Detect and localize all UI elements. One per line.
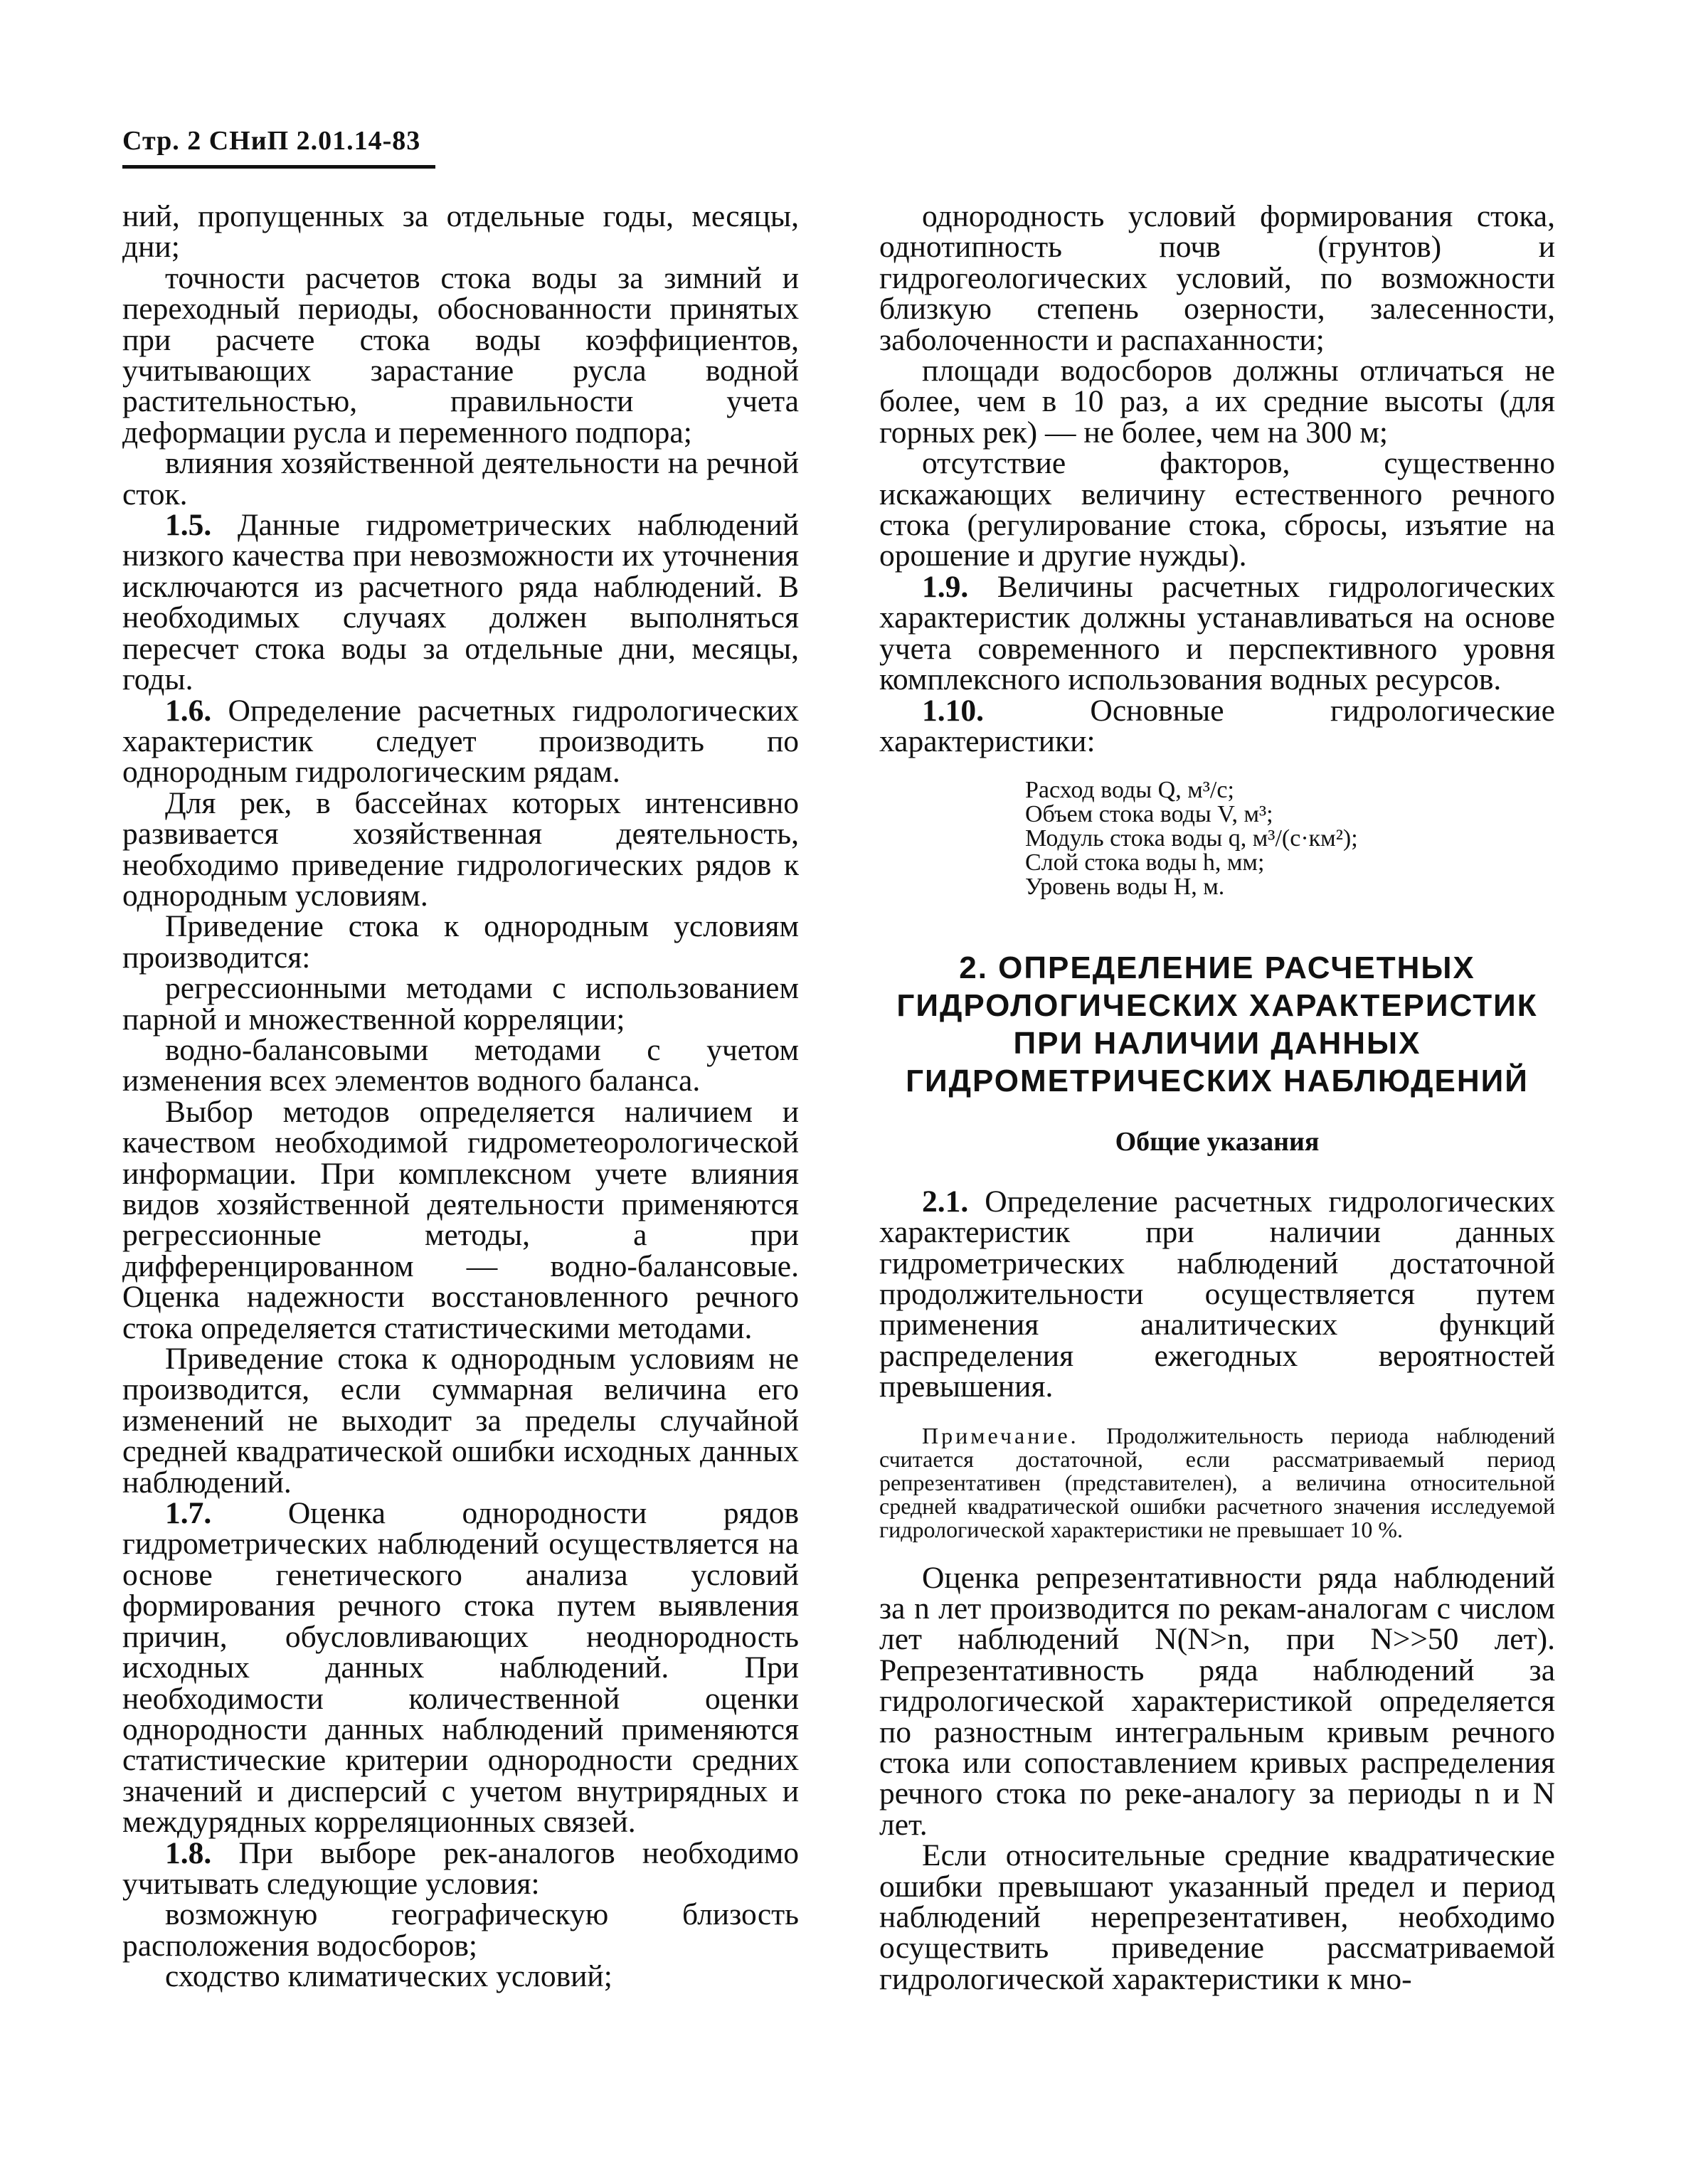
clause-number: 1.8. xyxy=(165,1835,212,1870)
paragraph: отсутствие факторов, существенно искажающих величину естественного речного стока (регулирование стока, сбросы, изъятие на орошение и другие нужды). xyxy=(879,446,1555,573)
unit-item: Объем стока воды V, м³; xyxy=(1025,801,1273,828)
paragraph: возможную географическую близость расположения водосборов; xyxy=(122,1897,799,1963)
paragraph: Если относительные средние квадратические ошибки превышают указанный предел и период наблюдений нерепрезентативен, необходимо осуществить приведение рассматриваемой гидрологической характеристики к мно- xyxy=(879,1838,1555,1996)
paragraph: ний, пропущенных за отдельные годы, месяцы, дни; xyxy=(122,199,799,265)
section-title xyxy=(879,949,1555,1100)
section-title-line: 2. ОПРЕДЕЛЕНИЕ РАСЧЕТНЫХ xyxy=(959,950,1475,986)
unit-item: Уровень воды H, м. xyxy=(1025,874,1225,901)
paragraph: Приведение стока к однородным условиям производится: xyxy=(122,909,799,975)
paragraph-1-5: 1.5. Данные гидрометрических наблюдений низкого качества при невозможности их уточнения исключаются из расчетного ряда наблюдений. В необходимых случаях должен выполняться пересчет стока воды за отдельные дни, месяцы, годы. xyxy=(122,508,799,697)
note xyxy=(879,1424,1555,1542)
paragraph-1-7: 1.7. Оценка однородности рядов гидрометрических наблюдений осуществляется на основе генетического анализа условий формирования речного стока путем выявления причин, обусловливающих неоднородность исходных данных наблюдений. При необходимости количественной оценки однородности данных наблюдений применяются статистические критерии однородности средних значений и дисперсий с учетом внутрирядных и междурядных корреляционных связей. xyxy=(122,1496,800,1840)
paragraph: однородность условий формирования стока, однотипность почв (грунтов) и гидрогеологических условий, по возможности близкую степень озерности, залесенности, заболоченности и распаханности; xyxy=(879,199,1555,357)
paragraph: площади водосборов должны отличаться не более, чем в 10 раз, а их средние высоты (для горных рек) — не более, чем на 300 м; xyxy=(879,354,1555,450)
paragraph-1-8: 1.8. При выборе рек-аналогов необходимо учитывать следующие условия: xyxy=(122,1835,800,1901)
section-title-line: ГИДРОМЕТРИЧЕСКИХ НАБЛЮДЕНИЙ xyxy=(906,1064,1529,1099)
paragraph: влияния хозяйственной деятельности на речной сток. xyxy=(122,446,799,511)
page-header: Стр. 2 СНиП 2.01.14-83 xyxy=(122,126,421,156)
paragraph-1-9: 1.9. Величины расчетных гидрологических характеристик должны устанавливаться на основе учета современного и перспективного уровня комплексного использования водных ресурсов. xyxy=(879,569,1556,697)
paragraph-2-1: 2.1. Определение расчетных гидрологических характеристик при наличии данных гидрометрических наблюдений достаточной продолжительности осуществляется путем применения аналитических функций распределения ежегодных вероятностей превышения. xyxy=(879,1184,1555,1404)
paragraph-1-6: 1.6. Определение расчетных гидрологических характеристик следует производить по однородным гидрологическим рядам. xyxy=(122,693,799,790)
units-list xyxy=(1025,778,1555,899)
clause-number: 1.6. xyxy=(165,693,212,728)
unit-item: Расход воды Q, м³/с; xyxy=(1025,777,1234,804)
note-label: Примечание. xyxy=(922,1422,1079,1448)
section-title-line: ПРИ НАЛИЧИИ ДАННЫХ xyxy=(1013,1026,1421,1061)
clause-number: 1.7. xyxy=(165,1496,212,1531)
unit-item: Модуль стока воды q, м³/(с·км²); xyxy=(1025,825,1358,852)
paragraph: Оценка репрезентативности ряда наблюдений за n лет производится по рекам-аналогам с числом лет наблюдений N(N>n, при N>>50 лет). Репрезентативность ряда наблюдений за гидрологической характеристикой определяется по разностным интегральным кривым речного стока или сопоставлением кривых распределения речного стока по реке-аналогу за периоды n и N лет. xyxy=(879,1560,1555,1842)
clause-number: 1.5. xyxy=(165,508,212,543)
paragraph: сходство климатических условий; xyxy=(165,1959,613,1994)
paragraph: водно-балансовыми методами с учетом изменения всех элементов водного баланса. xyxy=(122,1032,799,1098)
unit-item: Слой стока воды h, мм; xyxy=(1025,849,1265,876)
clause-number: 2.1. xyxy=(922,1184,969,1219)
paragraph: Для рек, в бассейнах которых интенсивно развивается хозяйственная деятельность, необходимо приведение гидрологических рядов к однородным условиям. xyxy=(122,785,799,913)
clause-number: 1.10. xyxy=(922,693,984,728)
left-column xyxy=(122,201,799,1993)
section-title-line: ГИДРОЛОГИЧЕСКИХ ХАРАКТЕРИСТИК xyxy=(896,988,1538,1024)
paragraph: Выбор методов определяется наличием и качеством необходимой гидрометеорологической информации. При комплексном учете влияния видов хозяйственной деятельности применяются регрессионные методы, а при дифференцированном — водно-балансовые. Оценка надежности восстановленного речного стока определяется статистическими методами. xyxy=(122,1094,799,1345)
header-rule xyxy=(122,165,435,169)
paragraph-1-10: 1.10. Основные гидрологические характеристики: xyxy=(879,693,1555,758)
note-text: Продолжительность периода наблюдений считается достаточной, если рассматриваемый период репрезентативен (представителен), а величина относительной средней квадратической ошибки расчетного значения исследуемой гидрологической характеристики не превышает 10 %. xyxy=(879,1422,1556,1542)
clause-number: 1.9. xyxy=(922,569,969,604)
subsection-title: Общие указания xyxy=(1115,1127,1320,1157)
right-column xyxy=(879,201,1555,1995)
paragraph: Приведение стока к однородным условиям не производится, если суммарная величина его изменений не выходит за пределы случайной средней квадратической ошибки исходных данных наблюдений. xyxy=(122,1342,799,1500)
paragraph: регрессионными методами с использованием парной и множественной корреляции; xyxy=(122,971,799,1037)
paragraph: точности расчетов стока воды за зимний и переходный периоды, обоснованности принятых при расчете стока воды коэффициентов, учитывающих зарастание русла водной растительностью, правильности учета деформации русла и переменного подпора; xyxy=(122,260,799,450)
